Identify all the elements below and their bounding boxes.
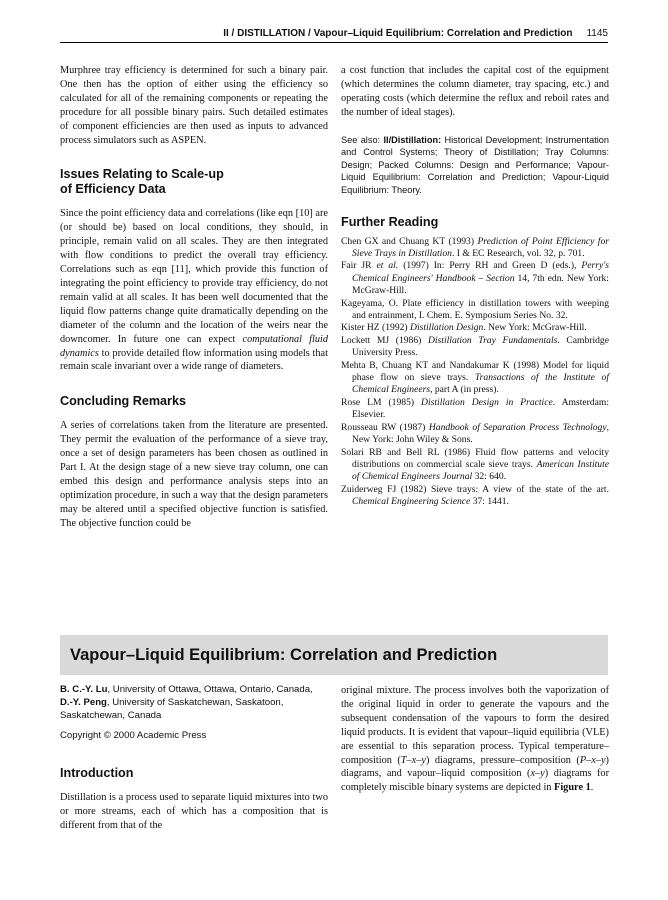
running-title: II / DISTILLATION / Vapour–Liquid Equilibrium: Correlation and Prediction <box>223 28 573 39</box>
see-also-list: Historical Development; Instrumentation and Control Systems; Theory of Distillation; Tray Columns: Design; Packed Columns: Design and Performance; Vapour-Liquid Equilibrium: Correlation and Prediction; Vapour-Liquid Equilibrium: Theory. <box>341 134 610 195</box>
reference-ital: Handbook of Separation Process Technology <box>428 421 607 433</box>
concluding-paragraph: A series of correlations taken from the literature are presented. They permit the evaluation of the performance of a sieve tray, once a set of design parameters has been chosen as outlined in Part I. At the design stage of a new sieve tray column, one can embed this design and performance analysis steps into an optimization procedure, in such a way that the design parameters may be altered until a specified objective function is satisfied. The objective function could be <box>60 420 328 529</box>
introduction-continuation <box>341 684 609 795</box>
reference-pre: Kister HZ (1992) <box>341 322 411 334</box>
scaleup-paragraph <box>60 207 328 374</box>
reference-ital: Distillation Design <box>410 322 484 334</box>
reference-post: (1997) In: Perry RH and Green D (eds.), <box>398 260 582 272</box>
author-2-affiliation: , University of Saskatchewan, Saskatoon, Saskatchewan, Canada <box>60 697 284 721</box>
introduction-heading: Introduction <box>60 766 134 780</box>
reference-item <box>341 397 609 422</box>
further-reading-heading: Further Reading <box>341 214 439 229</box>
reference-pre: Chen GX and Chuang KT (1993) <box>341 235 478 247</box>
reference-ital: et al. <box>376 260 399 272</box>
copyright-line: Copyright © 2000 Academic Press <box>60 730 207 741</box>
reference-pre: Lockett MJ (1986) <box>341 334 428 346</box>
reference-ital: Prediction of Point Efficiency for Sieve Trays in Distillation <box>352 235 609 259</box>
introduction-right <box>341 684 609 795</box>
reference-ital: Transactions of the Institute of Chemical Engineers <box>352 372 609 396</box>
page-number: 1145 <box>586 28 608 39</box>
reference-item <box>341 236 609 261</box>
intro-text-a: original mixture. The process involves both the vaporization of the original liquid in order to generate the vapours and the subsequent condensation of the vapours to form the desired liquid products. It is evident that vapour–liquid equilibria (VLE) are essential to this separation process. Typical temperature–composition ( <box>341 685 609 766</box>
author-2-name: D.-Y. Peng <box>60 697 107 708</box>
intro-text-e: . <box>590 782 594 794</box>
see-also <box>341 134 609 197</box>
reference-ital2: Perry's Chemical Engineers' Handbook – Section <box>352 260 610 284</box>
reference-post: . I & EC Research, vol. 32, p. 701. <box>451 248 585 259</box>
introduction-left <box>60 760 328 833</box>
author-1 <box>60 683 328 696</box>
reference-item <box>341 335 609 360</box>
introduction-paragraph: Distillation is a process used to separate liquid mixtures into two or more streams, each of which has a composition that is different from that of the <box>60 792 328 831</box>
see-also-label: See also: <box>341 134 384 145</box>
reference-pre: Fair JR <box>341 260 377 272</box>
reference-ital: American Institute of Chemical Engineers Journal <box>352 458 610 483</box>
scaleup-text-italic: computational fluid dynamics <box>60 333 329 359</box>
reference-list <box>341 236 609 509</box>
right-column <box>341 64 609 509</box>
author-2 <box>60 696 328 722</box>
author-1-name: B. C.-Y. Lu <box>60 684 108 695</box>
reference-post2: 14, 7th edn. New York: McGraw-Hill. <box>352 272 609 297</box>
reference-item <box>341 322 609 334</box>
scaleup-heading <box>60 167 328 197</box>
reference-pre: Rousseau RW (1987) <box>341 421 429 433</box>
reference-ital: Distillation Design in Practice <box>421 396 553 408</box>
reference-item <box>341 298 609 323</box>
txy-label: T–x–y <box>400 754 426 766</box>
reference-post: . Cambridge University Press. <box>352 334 609 359</box>
reference-pre: Solari RB and Bell RL (1986) Fluid flow patterns and velocity distributions on commercial scale sieve trays. <box>341 446 609 470</box>
reference-post: . New York: McGraw-Hill. <box>483 322 587 334</box>
article-title: Vapour–Liquid Equilibrium: Correlation and Prediction <box>70 645 498 664</box>
reference-post: 37: 1441. <box>470 496 509 508</box>
reference-pre: Mehta B, Chuang KT and Nandakumar K (1998) Model for liquid phase flow on sieve trays. <box>341 359 609 384</box>
reference-post: . Amsterdam: Elsevier. <box>352 396 609 421</box>
reference-item <box>341 484 609 509</box>
xy-label: x–y <box>530 768 545 780</box>
concluding-heading: Concluding Remarks <box>60 394 186 409</box>
reference-item <box>341 447 609 484</box>
left-column <box>60 64 328 531</box>
reference-ital: Chemical Engineering Science <box>352 496 471 508</box>
see-also-section: II/Distillation: <box>383 134 442 145</box>
reference-ital: Distillation Tray Fundamentals <box>427 334 558 346</box>
reference-item <box>341 360 609 397</box>
scaleup-heading-line2: of Efficiency Data <box>60 182 166 197</box>
reference-post: , part A (in press). <box>430 384 499 396</box>
reference-pre: Kageyama, O. Plate efficiency in distillation towers with weeping and entrainment, I. Chem. E. Symposium Series No. 32. <box>341 297 609 322</box>
figure-reference: Figure 1 <box>554 782 591 794</box>
reference-pre: Zuiderweg FJ (1982) Sieve trays: A view of the state of the art. <box>341 483 609 495</box>
intro-text-d: ) diagrams for completely miscible binary systems are depicted in <box>341 768 610 794</box>
intro-text-b: ) diagrams, pressure–composition ( <box>425 754 580 766</box>
running-header <box>60 28 608 43</box>
reference-post: , New York: John Wiley & Sons. <box>352 421 609 446</box>
reference-item <box>341 422 609 447</box>
intro-text-c: ) diagrams, and vapour–liquid composition ( <box>341 754 609 780</box>
scaleup-heading-line1: Issues Relating to Scale-up <box>60 167 224 182</box>
reference-pre: Rose LM (1985) <box>341 396 422 408</box>
scaleup-text-a: Since the point efficiency data and correlations (like eqn [10] are (or should be) based on local conditions, they should, in principle, remain valid on all scales. They are then integrated with flow conditions to predict the overall tray efficiency. Correlations such as eqn [11], which provide this function of integrating the point efficiency to provide tray efficiency, do not remain valid at all scales. It has been well documented that the liquid flow patterns change quite dramatically depending on the diameter of the column and the location of the weirs near the downcomer. In future one can expect <box>60 208 328 345</box>
continuation-paragraph: a cost function that includes the capital cost of the equipment (which determines the column diameter, tray spacing, etc.) and operating costs (which determine the reflux and reboil rates and the number of ideal stages). <box>341 65 609 118</box>
pxy-label: P–x–y <box>579 754 606 766</box>
article-title-banner <box>60 635 608 675</box>
author-1-affiliation: , University of Ottawa, Ottawa, Ontario, Canada, <box>107 684 313 695</box>
reference-item <box>341 260 609 297</box>
author-block <box>60 683 328 742</box>
scaleup-text-b: to provide detailed flow information using models that remain scale invariant over a wide range of diameters. <box>60 347 328 373</box>
intro-paragraph: Murphree tray efficiency is determined for such a binary pair. One then has the option of either using the efficiency so calculated for all of the remaining components or repeating the procedure for all possible binary pairs. Such detailed estimates of component efficiencies are then used as inputs to advanced process simulators such as ASPEN. <box>60 65 328 146</box>
reference-post: 32: 640. <box>472 471 507 483</box>
